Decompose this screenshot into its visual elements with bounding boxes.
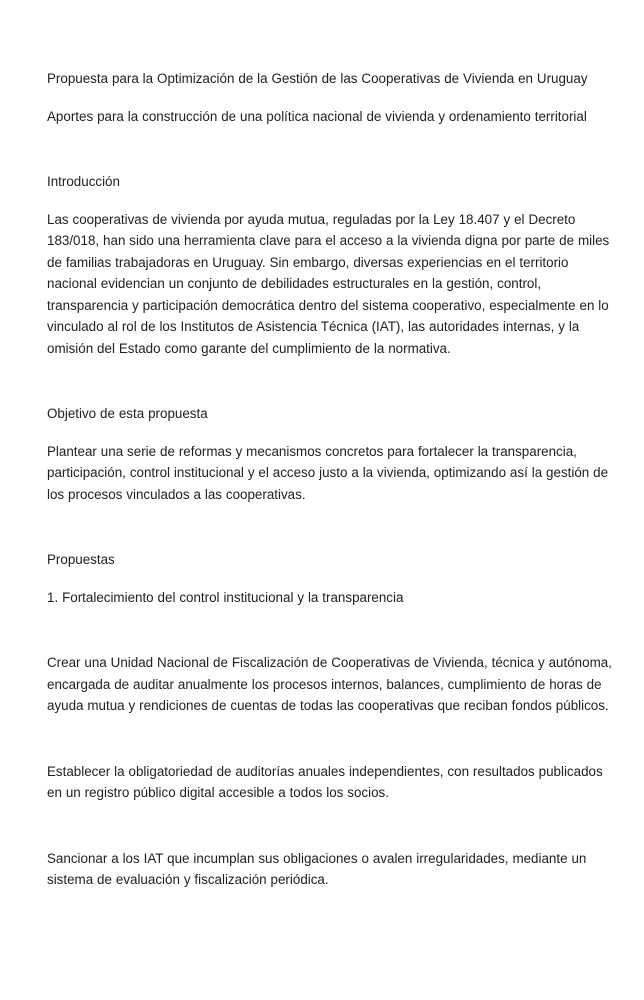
document-subtitle: Aportes para la construcción de una política nacional de vivienda y ordenamiento territorial (47, 108, 587, 124)
section-heading-propuestas: Propuestas (47, 552, 115, 567)
blank-line (47, 733, 620, 761)
paragraph-crear-unidad: Crear una Unidad Nacional de Fiscalización de Cooperativas de Vivienda, técnica y autónoma, encargada de auditar anualmente los procesos internos, balances, cumplimiento de horas de ayuda mutua y rendiciones de cuentas de todas las cooperativas que reciban fondos públicos. (47, 655, 612, 713)
paragraph-introduccion-body: Las cooperativas de vivienda por ayuda mutua, reguladas por la Ley 18.407 y el Decreto 183/018, han sido una herramienta clave para el acceso a la vivienda digna por parte de miles de familias trabajadoras en Uruguay. Sin embargo, diversas experiencias en el territorio nacional evidencian un conjunto de debilidades estructurales en la gestión, control, transparencia y participación democrática dentro del sistema cooperativo, especialmente en lo vinculado al rol de los Institutos de Asistencia Técnica (IAT), las autoridades internas, y la omisión del Estado como garante del cumplimiento de la normativa. (47, 211, 610, 356)
blank-line (47, 375, 620, 403)
paragraph-propuesta-item-1: 1. Fortalecimiento del control institucional y la transparencia (47, 589, 404, 605)
section-heading-objetivo: Objetivo de esta propuesta (47, 406, 208, 421)
blank-line (47, 521, 620, 549)
blank-line (47, 143, 620, 171)
blank-line (47, 820, 620, 848)
paragraph-objetivo-body: Plantear una serie de reformas y mecanismos concretos para fortalecer la transparencia, participación, control institucional y el acceso justo a la vivienda, optimizando así la gestión de los procesos vinculados a las cooperativas. (47, 443, 609, 502)
document-title: Propuesta para la Optimización de la Gestión de las Cooperativas de Vivienda en Uruguay (47, 71, 588, 86)
paragraph-sancionar-iat: Sancionar a los IAT que incumplan sus obligaciones o avalen irregularidades, mediante un sistema de evaluación y fiscalización periódica. (47, 850, 587, 887)
section-heading-introduccion: Introducción (47, 174, 120, 189)
blank-line (47, 624, 620, 652)
paragraph-establecer-auditorias: Establecer la obligatoriedad de auditorías anuales independientes, con resultados publicados en un registro público digital accesible a todos los socios. (47, 763, 603, 800)
